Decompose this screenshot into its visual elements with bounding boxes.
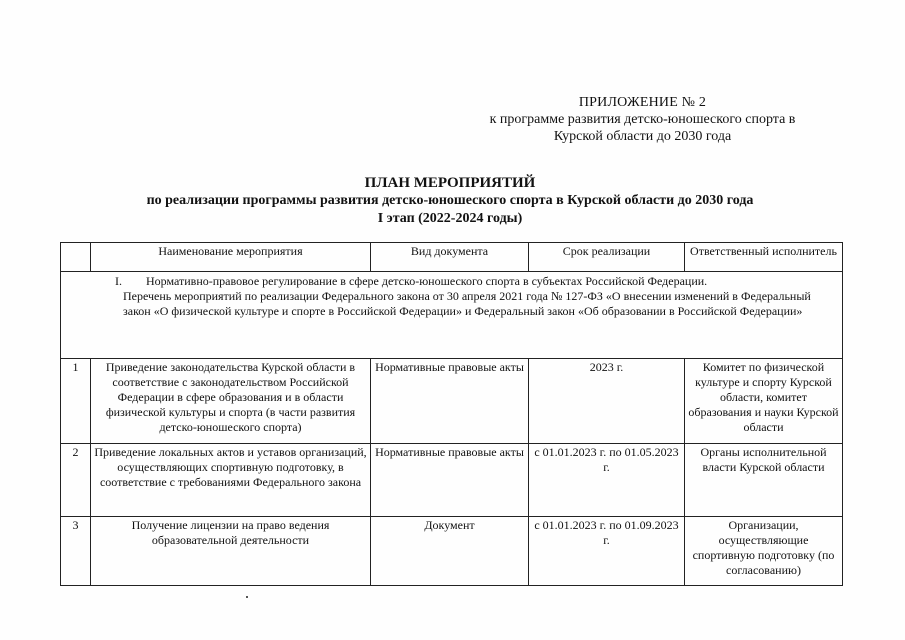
table-header-row [61, 243, 843, 272]
plan-title: ПЛАН МЕРОПРИЯТИЙ [364, 175, 536, 191]
row-doc: Нормативные правовые акты [371, 444, 529, 517]
appendix-block [470, 94, 815, 145]
plan-stage: I этап (2022-2024 годы) [377, 211, 523, 226]
table-row [61, 517, 843, 586]
section-heading [115, 274, 834, 289]
row-num: 3 [61, 517, 91, 586]
scan-speck [246, 596, 248, 598]
table-row [61, 444, 843, 517]
section-row [61, 272, 843, 359]
plan-subtitle: по реализации программы развития детско-юношеского спорта в Курской области до 2030 года [146, 193, 754, 208]
header-name: Наименование мероприятия [91, 243, 371, 272]
row-responsible: Организации, осуществляющие спортивную подготовку (по согласованию) [685, 517, 843, 586]
row-term: 2023 г. [529, 359, 685, 444]
appendix-title: ПРИЛОЖЕНИЕ № 2 [578, 95, 707, 110]
table-row [61, 359, 843, 444]
row-name: Приведение локальных актов и уставов организаций, осуществляющих спортивную подготовку, в соответствие с требованиями Федерального закона [91, 444, 371, 517]
row-doc: Нормативные правовые акты [371, 359, 529, 444]
activities-table [60, 242, 843, 586]
header-term: Срок реализации [529, 243, 685, 272]
section-title: Нормативно-правовое регулирование в сфере детско-юношеского спорта в субъектах Российской Федерации. [146, 274, 708, 288]
row-name: Получение лицензии на право ведения образовательной деятельности [91, 517, 371, 586]
header-responsible: Ответственный исполнитель [685, 243, 843, 272]
row-num: 2 [61, 444, 91, 517]
row-doc: Документ [371, 517, 529, 586]
row-num: 1 [61, 359, 91, 444]
row-term: с 01.01.2023 г. по 01.09.2023 г. [529, 517, 685, 586]
section-text: Перечень мероприятий по реализации Федерального закона от 30 апреля 2021 года № 127-ФЗ «О внесении изменений в Федеральный закон «О физической культуре и спорте в Российской Федерации» и Федеральный закон «Об образовании в Российской Федерации» [123, 289, 811, 318]
row-responsible: Органы исполнительной власти Курской области [685, 444, 843, 517]
row-name: Приведение законодательства Курской области в соответствие с законодательством Российской Федерации в сфере образования и в области физической культуры и спорта (в части развития детско-юношеского спорта) [91, 359, 371, 444]
section-cell [61, 272, 843, 359]
document-heading [60, 174, 840, 228]
row-responsible: Комитет по физической культуре и спорту Курской области, комитет образования и науки Курской области [685, 359, 843, 444]
row-term: с 01.01.2023 г. по 01.05.2023 г. [529, 444, 685, 517]
header-doc: Вид документа [371, 243, 529, 272]
appendix-line-2: к программе развития детско-юношеского спорта в [489, 112, 796, 127]
appendix-line-3: Курской области до 2030 года [553, 129, 732, 144]
header-num [61, 243, 91, 272]
section-number: I. [115, 274, 122, 288]
